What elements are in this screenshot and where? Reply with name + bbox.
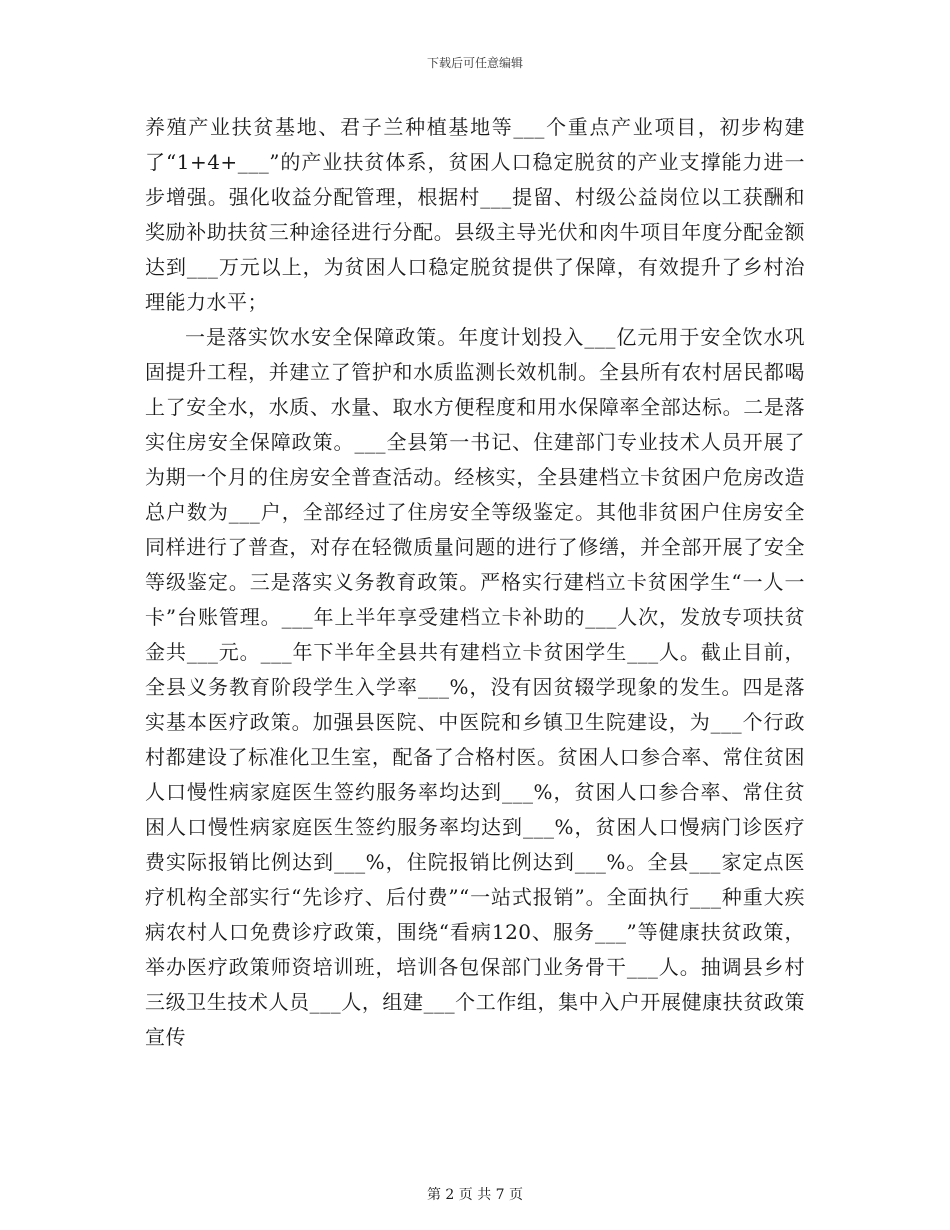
document-body: [145, 110, 805, 1055]
paragraph-continuation: 养殖产业扶贫基地、君子兰种植基地等___个重点产业项目，初步构建了“1+4+___”的产业扶贫体系，贫困人口稳定脱贫的产业支撑能力进一步增强。强化收益分配管理，根据村___提留、村级公益岗位以工获酬和奖励补助扶贫三种途径进行分配。县级主导光伏和肉牛项目年度分配金额达到___万元以上，为贫困人口稳定脱贫提供了保障，有效提升了乡村治理能力水平；: [145, 115, 805, 314]
page-header-note: 下载后可任意编辑: [426, 56, 523, 70]
page-number: 第 2 页 共 7 页: [426, 1187, 524, 1203]
paragraph-policies: 一是落实饮水安全保障政策。年度计划投入___亿元用于安全饮水巩固提升工程，并建立了管护和水质监测长效机制。全县所有农村居民都喝上了安全水，水质、水量、取水方便程度和用水保障率全部达标。二是落实住房安全保障政策。___全县第一书记、住建部门专业技术人员开展了为期一个月的住房安全普查活动。经核实，全县建档立卡贫困户危房改造总户数为___户，全部经过了住房安全等级鉴定。其他非贫困户住房安全同样进行了普查，对存在轻微质量问题的进行了修缮，并全部开展了安全等级鉴定。三是落实义务教育政策。严格实行建档立卡贫困学生“一人一卡”台账管理。___年上半年享受建档立卡补助的___人次，发放专项扶贫金共___元。___年下半年全县共有建档立卡贫困学生___人。截止目前，全县义务教育阶段学生入学率___%，没有因贫辍学现象的发生。四是落实基本医疗政策。加强县医院、中医院和乡镇卫生院建设，为___个行政村都建设了标准化卫生室，配备了合格村医。贫困人口参合率、常住贫困人口慢性病家庭医生签约服务率均达到___%，贫困人口参合率、常住贫困人口慢性病家庭医生签约服务率均达到___%，贫困人口慢病门诊医疗费实际报销比例达到___%，住院报销比例达到___%。全县___家定点医疗机构全部实行“先诊疗、后付费”“一站式报销”。全面执行___种重大疾病农村人口免费诊疗政策，围绕“看病120、服务___”等健康扶贫政策，举办医疗政策师资培训班，培训各包保部门业务骨干___人。抽调县乡村三级卫生技术人员___人，组建___个工作组，集中入户开展健康扶贫政策宣传: [145, 325, 805, 1049]
